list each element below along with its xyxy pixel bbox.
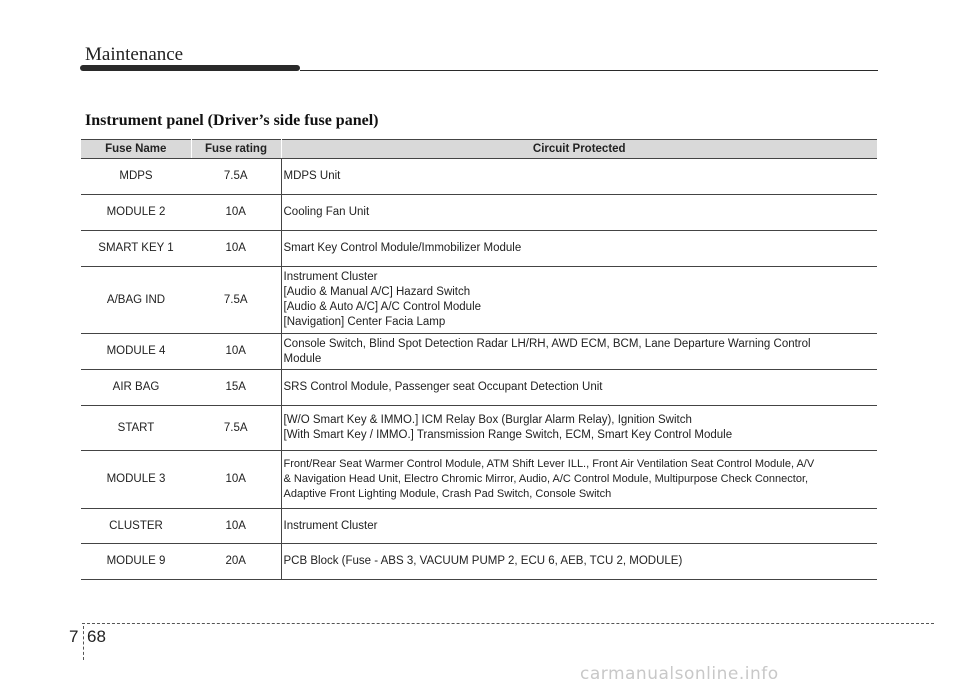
circuit-line: [Navigation] Center Facia Lamp xyxy=(283,316,446,328)
circuit-line: SRS Control Module, Passenger seat Occupant Detection Unit xyxy=(283,381,603,393)
fuse-name: MODULE 9 xyxy=(81,544,191,580)
fuse-name: CLUSTER xyxy=(81,509,191,544)
circuit-line: Console Switch, Blind Spot Detection Radar LH/RH, AWD ECM, BCM, Lane Departure Warning Control xyxy=(283,337,811,350)
section-title: Instrument panel (Driver’s side fuse panel) xyxy=(85,112,379,129)
fuse-name: MODULE 4 xyxy=(81,334,191,370)
fuse-name: MODULE 3 xyxy=(81,451,191,509)
circuit-line: Cooling Fan Unit xyxy=(283,206,370,218)
fuse-rating: 7.5A xyxy=(191,406,281,451)
fuse-name: START xyxy=(81,406,191,451)
column-header-circuit-protected: Circuit Protected xyxy=(281,140,877,159)
fuse-name: A/BAG IND xyxy=(81,267,191,334)
watermark: carmanualsonline.info xyxy=(580,664,779,684)
circuit-protected xyxy=(281,195,877,231)
fuse-rating: 10A xyxy=(191,231,281,267)
column-header-fuse-rating: Fuse rating xyxy=(191,140,281,159)
fuse-name: SMART KEY 1 xyxy=(81,231,191,267)
circuit-line: PCB Block (Fuse - ABS 3, VACUUM PUMP 2, ECU 6, AEB, TCU 2, MODULE) xyxy=(283,555,683,567)
circuit-line: [Audio & Manual A/C] Hazard Switch xyxy=(283,286,471,298)
table-row xyxy=(81,544,877,580)
table-row xyxy=(81,267,877,334)
footer-dashed-rule xyxy=(82,623,934,624)
circuit-line: Instrument Cluster xyxy=(283,271,378,283)
circuit-protected xyxy=(281,451,877,509)
circuit-line: [With Smart Key / IMMO.] Transmission Range Switch, ECM, Smart Key Control Module xyxy=(283,429,733,441)
column-header-fuse-name: Fuse Name xyxy=(81,140,191,159)
circuit-line: Adaptive Front Lighting Module, Crash Pad Switch, Console Switch xyxy=(283,488,612,500)
fuse-rating: 20A xyxy=(191,544,281,580)
fuse-rating: 10A xyxy=(191,334,281,370)
circuit-protected xyxy=(281,544,877,580)
table-row xyxy=(81,370,877,406)
circuit-line: MDPS Unit xyxy=(283,170,341,182)
circuit-protected xyxy=(281,159,877,195)
table-row xyxy=(81,509,877,544)
fuse-table xyxy=(81,139,877,580)
page-header-title: Maintenance xyxy=(85,44,184,65)
circuit-protected xyxy=(281,509,877,544)
circuit-line: [W/O Smart Key & IMMO.] ICM Relay Box (Burglar Alarm Relay), Ignition Switch xyxy=(283,414,692,426)
chapter-number: 7 xyxy=(69,627,79,646)
table-row xyxy=(81,334,877,370)
fuse-rating: 15A xyxy=(191,370,281,406)
fuse-rating: 10A xyxy=(191,451,281,509)
fuse-rating: 10A xyxy=(191,195,281,231)
table-row xyxy=(81,159,877,195)
circuit-line: Instrument Cluster xyxy=(283,519,378,532)
circuit-protected xyxy=(281,231,877,267)
fuse-rating: 7.5A xyxy=(191,267,281,334)
table-row xyxy=(81,406,877,451)
circuit-line: & Navigation Head Unit, Electro Chromic Mirror, Audio, A/C Control Module, Multipurpose Check Connector, xyxy=(283,473,809,485)
fuse-rating: 7.5A xyxy=(191,159,281,195)
circuit-protected xyxy=(281,370,877,406)
circuit-protected xyxy=(281,406,877,451)
header-rule xyxy=(300,70,878,71)
fuse-name: MODULE 2 xyxy=(81,195,191,231)
fuse-name: MDPS xyxy=(81,159,191,195)
table-row xyxy=(81,231,877,267)
fuse-name: AIR BAG xyxy=(81,370,191,406)
circuit-line: Module xyxy=(283,352,322,365)
circuit-line: Front/Rear Seat Warmer Control Module, ATM Shift Lever ILL., Front Air Ventilation Seat Control Module, A/V xyxy=(283,458,815,470)
page-number: 68 xyxy=(87,627,106,646)
table-header-row xyxy=(81,140,877,159)
page-number-separator xyxy=(83,626,84,660)
circuit-protected xyxy=(281,334,877,370)
circuit-protected xyxy=(281,267,877,334)
table-row xyxy=(81,195,877,231)
fuse-rating: 10A xyxy=(191,509,281,544)
header-bar xyxy=(80,65,300,71)
table-row xyxy=(81,451,877,509)
circuit-line: [Audio & Auto A/C] A/C Control Module xyxy=(283,301,482,313)
circuit-line: Smart Key Control Module/Immobilizer Module xyxy=(283,242,522,254)
